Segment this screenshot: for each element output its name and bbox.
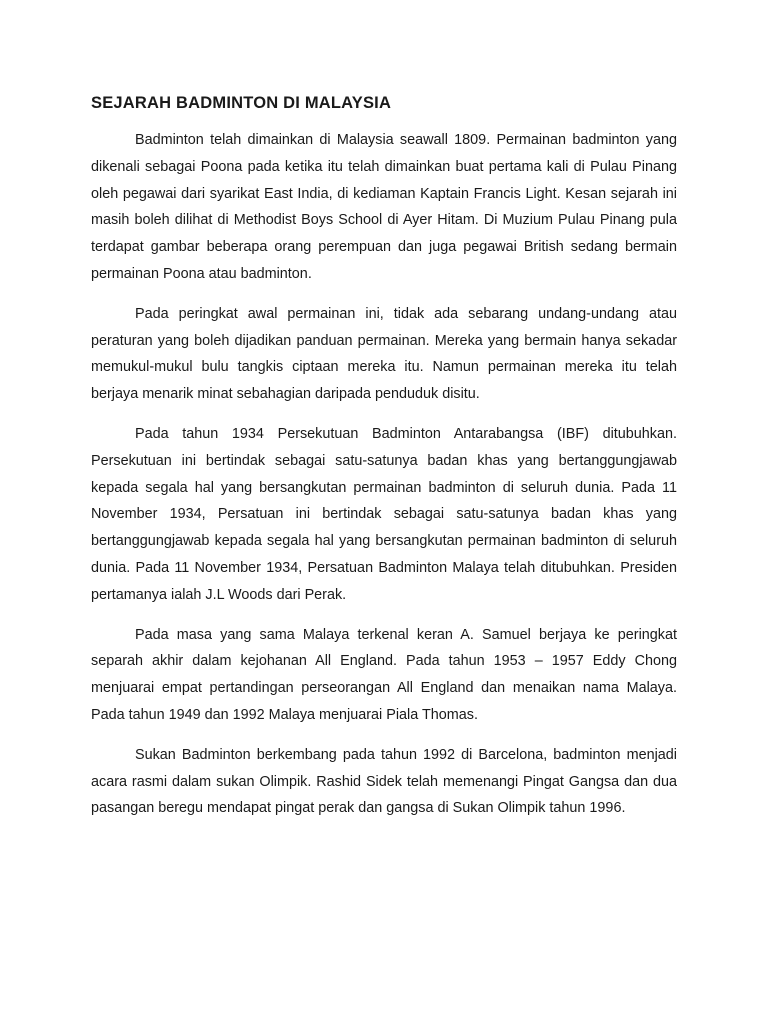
page-title: SEJARAH BADMINTON DI MALAYSIA: [91, 94, 392, 112]
paragraph-olympics: Sukan Badminton berkembang pada tahun 1992 di Barcelona, badminton menjadi acara rasmi dalam sukan Olimpik. Rashid Sidek telah memenangi Pingat Gangsa dan dua pasangan beregu mendapat pingat perak dan gangsa di Sukan Olimpik tahun 1996.: [91, 746, 677, 817]
paragraph-all-england: Pada masa yang sama Malaya terkenal keran A. Samuel berjaya ke peringkat separah akhir dalam kejohanan All England. Pada tahun 1953 – 1957 Eddy Chong menjuarai empat pertandingan perseorangan All England dan menaikan nama Malaya. Pada tahun 1949 dan 1992 Malaya menjuarai Piala Thomas.: [91, 626, 677, 723]
paragraph-ibf-founding: Pada tahun 1934 Persekutuan Badminton Antarabangsa (IBF) ditubuhkan. Persekutuan ini bertindak sebagai satu-satunya badan khas yang bertanggungjawab kepada segala hal yang bersangkutan permainan badminton di seluruh dunia. Pada 11 November 1934, Persatuan ini bertindak sebagai satu-satunya badan khas yang bertanggungjawab kepada segala hal yang bersangkutan permainan badminton di seluruh dunia. Pada 11 November 1934, Persatuan Badminton Malaya telah ditubuhkan. Presiden pertamanya ialah J.L Woods dari Perak.: [91, 425, 677, 603]
document-page: [91, 92, 677, 822]
paragraph-early-stage: Pada peringkat awal permainan ini, tidak ada sebarang undang-undang atau peraturan yang boleh dijadikan panduan permainan. Mereka yang bermain hanya sekadar memukul-mukul bulu tangkis ciptaan mereka itu. Namun permainan mereka itu telah berjaya menarik minat sebahagian daripada penduduk disitu.: [91, 305, 677, 403]
paragraph-history-origin: Badminton telah dimainkan di Malaysia seawall 1809. Permainan badminton yang dikenali sebagai Poona pada ketika itu telah dimainkan buat pertama kali di Pulau Pinang oleh pegawai dari syarikat East India, di kediaman Kaptain Francis Light. Kesan sejarah ini masih boleh dilihat di Methodist Boys School di Ayer Hitam. Di Muzium Pulau Pinang pula terdapat gambar beberapa orang perempuan dan juga pegawai British sedang bermain permainan Poona atau badminton.: [91, 132, 677, 282]
